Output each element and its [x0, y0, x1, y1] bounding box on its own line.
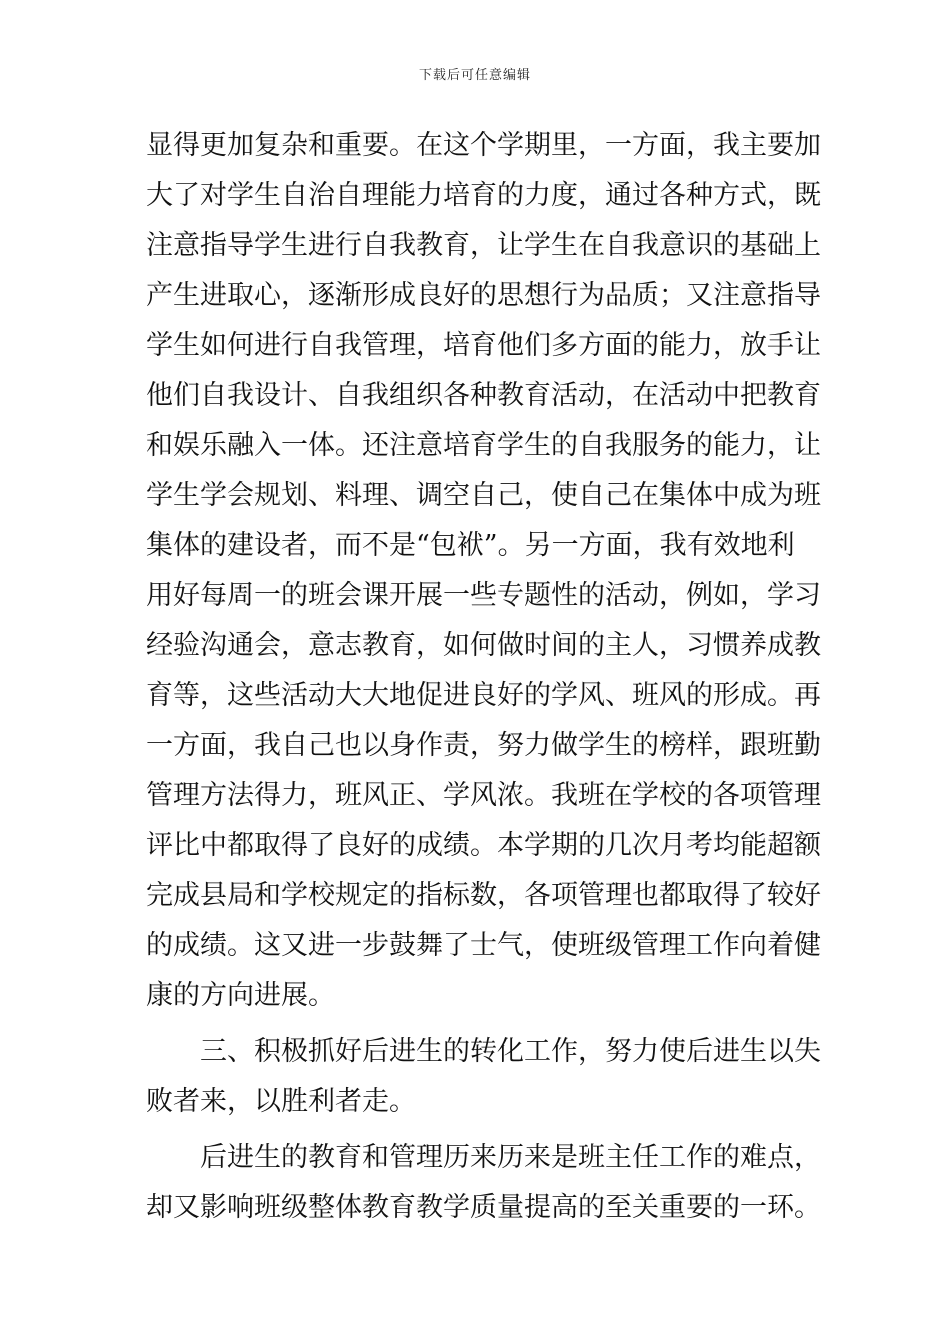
document-body	[146, 121, 821, 1233]
text-line: 的成绩。这又进一步鼓舞了士气，使班级管理工作向着健	[146, 930, 821, 961]
text-line: 学生学会规划、料理、调空自己，使自己在集体中成为班	[146, 480, 821, 511]
text-line: 管理方法得力，班风正、学风浓。我班在学校的各项管理	[146, 780, 821, 811]
text-line: 评比中都取得了良好的成绩。本学期的几次月考均能超额	[146, 830, 821, 861]
text-line: 用好每周一的班会课开展一些专题性的活动，例如，学习	[146, 580, 821, 611]
text-line: 产生进取心，逐渐形成良好的思想行为品质；又注意指导	[146, 280, 821, 311]
text-line: 育等，这些活动大大地促进良好的学风、班风的形成。再	[146, 680, 821, 711]
text-line: 却又影响班级整体教育教学质量提高的至关重要的一环。	[146, 1192, 821, 1223]
section-heading-line: 三、积极抓好后进生的转化工作，努力使后进生以失	[200, 1036, 821, 1067]
text-line: 完成县局和学校规定的指标数，各项管理也都取得了较好	[146, 880, 821, 911]
page-header-note: 下载后可任意编辑	[418, 68, 531, 83]
text-line: 显得更加复杂和重要。在这个学期里，一方面，我主要加	[146, 130, 821, 161]
text-line: 康的方向进展。	[146, 980, 335, 1011]
text-line: 经验沟通会，意志教育，如何做时间的主人，习惯养成教	[146, 630, 821, 661]
text-line: 一方面，我自己也以身作责，努力做学生的榜样，跟班勤	[146, 730, 821, 761]
text-line: 学生如何进行自我管理，培育他们多方面的能力，放手让	[146, 330, 821, 361]
text-line: 集体的建设者，而不是“包袱”。另一方面，我有效地利	[146, 530, 795, 561]
section-heading-line: 败者来，以胜利者走。	[146, 1086, 416, 1117]
text-line: 后进生的教育和管理历来历来是班主任工作的难点，	[200, 1142, 821, 1173]
text-line: 注意指导学生进行自我教育，让学生在自我意识的基础上	[146, 230, 821, 261]
text-line: 他们自我设计、自我组织各种教育活动，在活动中把教育	[146, 380, 821, 411]
text-line: 和娱乐融入一体。还注意培育学生的自我服务的能力，让	[146, 430, 821, 461]
text-line: 大了对学生自治自理能力培育的力度，通过各种方式，既	[146, 180, 821, 211]
